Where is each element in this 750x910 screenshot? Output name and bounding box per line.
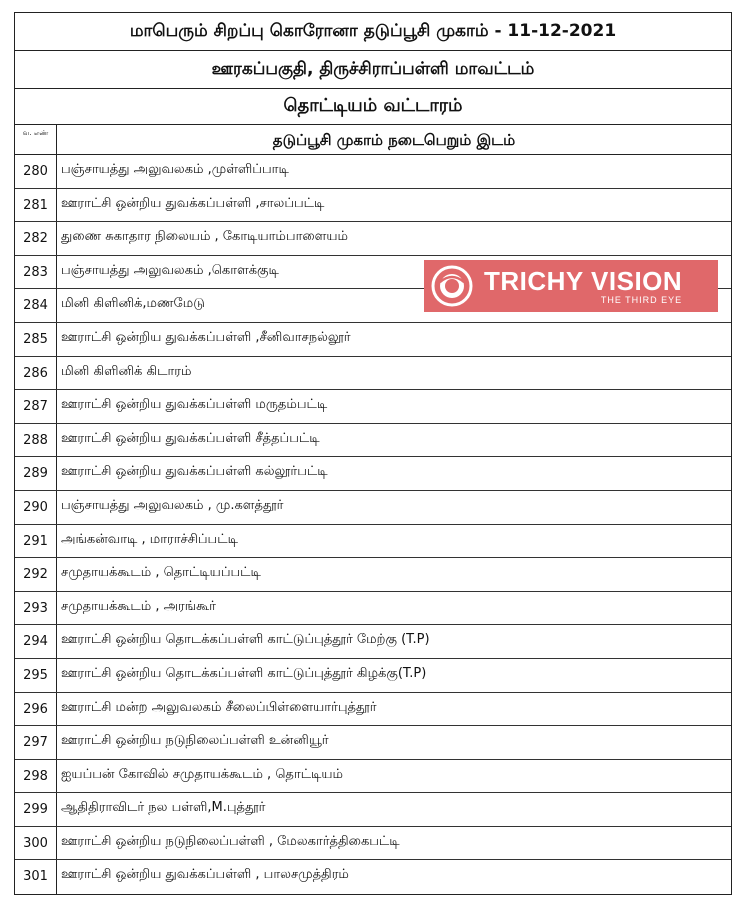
camp-location: ஊராட்சி ஒன்றிய துவக்கப்பள்ளி மருதம்பட்டி bbox=[61, 397, 328, 413]
serial-number: 295 bbox=[15, 659, 57, 692]
serial-number: 281 bbox=[15, 189, 57, 222]
place-column-header: தடுப்பூசி முகாம் நடைபெறும் இடம் bbox=[272, 131, 516, 149]
serial-number: 290 bbox=[15, 491, 57, 524]
serial-number: 296 bbox=[15, 693, 57, 726]
camp-location: துணை சுகாதார நிலையம் , கோடியாம்பாளையம் bbox=[61, 229, 348, 245]
serial-number: 301 bbox=[15, 860, 57, 894]
table-row bbox=[15, 424, 731, 458]
block-heading: தொட்டியம் வட்டாரம் bbox=[15, 89, 731, 125]
serial-number: 289 bbox=[15, 457, 57, 490]
serial-number: 286 bbox=[15, 357, 57, 390]
camp-location: ஊராட்சி ஒன்றிய துவக்கப்பள்ளி , பாலசமுத்திரம் bbox=[61, 867, 349, 883]
table-row bbox=[15, 155, 731, 189]
table-row bbox=[15, 222, 731, 256]
serial-number: 284 bbox=[15, 289, 57, 322]
serial-number: 291 bbox=[15, 525, 57, 558]
camp-list-table bbox=[14, 12, 732, 895]
camp-location: அங்கன்வாடி , மாராச்சிப்பட்டி bbox=[61, 531, 238, 547]
serial-number: 287 bbox=[15, 390, 57, 423]
table-row bbox=[15, 357, 731, 391]
table-row bbox=[15, 558, 731, 592]
district-heading: ஊரகப்பகுதி, திருச்சிராப்பள்ளி மாவட்டம் bbox=[15, 51, 731, 89]
table-row bbox=[15, 323, 731, 357]
table-row bbox=[15, 390, 731, 424]
table-row bbox=[15, 592, 731, 626]
serial-number: 285 bbox=[15, 323, 57, 356]
serial-column-header: வ. எண் bbox=[15, 125, 57, 154]
serial-number: 280 bbox=[15, 155, 57, 188]
camp-location: பஞ்சாயத்து அலுவலகம் ,முள்ளிப்பாடி bbox=[61, 162, 289, 177]
serial-number: 297 bbox=[15, 726, 57, 759]
table-row bbox=[15, 827, 731, 861]
camp-location: ஐயப்பன் கோவில் சமுதாயக்கூடம் , தொட்டியம் bbox=[61, 766, 343, 782]
serial-number: 299 bbox=[15, 793, 57, 826]
trichy-vision-watermark bbox=[424, 260, 718, 312]
watermark-title: TRICHY VISION bbox=[484, 266, 683, 296]
table-row bbox=[15, 525, 731, 559]
serial-number: 293 bbox=[15, 592, 57, 625]
camp-location: பஞ்சாயத்து அலுவலகம் ,கொளக்குடி bbox=[61, 262, 279, 278]
watermark-subtitle: THE THIRD EYE bbox=[600, 295, 683, 305]
camp-location: ஊராட்சி ஒன்றிய துவக்கப்பள்ளி ,சாலப்பட்டி bbox=[61, 195, 325, 211]
table-row bbox=[15, 625, 731, 659]
camp-location: ஊராட்சி ஒன்றிய துவக்கப்பள்ளி கல்லூர்பட்டி bbox=[61, 464, 328, 480]
camp-location: மினி கிளினிக்,மணமேடு bbox=[61, 296, 205, 312]
camp-location: மினி கிளினிக் கிடாரம் bbox=[61, 363, 192, 379]
table-row bbox=[15, 457, 731, 491]
serial-number: 300 bbox=[15, 827, 57, 860]
camp-location: ஊராட்சி ஒன்றிய தொடக்கப்பள்ளி காட்டுப்புத்தூர் கிழக்கு(T.P) bbox=[61, 665, 427, 681]
table-row bbox=[15, 189, 731, 223]
page-title: மாபெரும் சிறப்பு கொரோனா தடுப்பூசி முகாம் - 11-12-2021 bbox=[15, 13, 731, 51]
table-row bbox=[15, 860, 731, 894]
camp-location: ஊராட்சி ஒன்றிய நடுநிலைப்பள்ளி உன்னியூர் bbox=[61, 733, 329, 749]
camp-location: ஆதிதிராவிடர் நல பள்ளி,M.புத்தூர் bbox=[61, 800, 266, 816]
camp-location: ஊராட்சி ஒன்றிய தொடக்கப்பள்ளி காட்டுப்புத்தூர் மேற்கு (T.P) bbox=[61, 632, 430, 648]
camp-location: சமுதாயக்கூடம் , அரங்கூர் bbox=[61, 598, 216, 614]
camp-location: ஊராட்சி ஒன்றிய துவக்கப்பள்ளி ,சீனிவாசநல்லூர் bbox=[61, 329, 351, 345]
camp-location: ஊராட்சி மன்ற அலுவலகம் சீலைப்பிள்ளையார்புத்தூர் bbox=[61, 699, 377, 715]
camp-location: சமுதாயக்கூடம் , தொட்டியப்பட்டி bbox=[61, 565, 261, 581]
table-row bbox=[15, 693, 731, 727]
serial-number: 294 bbox=[15, 625, 57, 658]
table-row bbox=[15, 760, 731, 794]
table-row bbox=[15, 726, 731, 760]
camp-location: ஊராட்சி ஒன்றிய துவக்கப்பள்ளி சீத்தப்பட்டி bbox=[61, 430, 320, 446]
serial-number: 283 bbox=[15, 256, 57, 289]
camp-location: பஞ்சாயத்து அலுவலகம் , மு.களத்தூர் bbox=[61, 497, 284, 513]
serial-number: 288 bbox=[15, 424, 57, 457]
serial-number: 298 bbox=[15, 760, 57, 793]
eye-logo-icon bbox=[424, 260, 480, 312]
table-header-row bbox=[15, 125, 731, 155]
table-row bbox=[15, 491, 731, 525]
camp-location: ஊராட்சி ஒன்றிய நடுநிலைப்பள்ளி , மேலகார்த்திகைபட்டி bbox=[61, 833, 400, 849]
serial-number: 292 bbox=[15, 558, 57, 591]
table-row bbox=[15, 659, 731, 693]
serial-number: 282 bbox=[15, 222, 57, 255]
table-row bbox=[15, 793, 731, 827]
